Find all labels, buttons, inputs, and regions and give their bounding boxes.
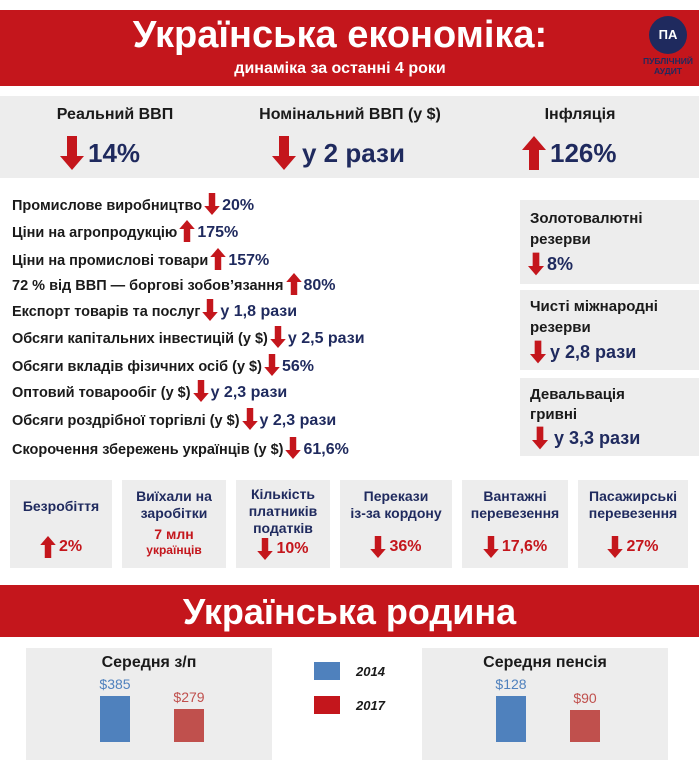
top-indicator-value-3: 126% xyxy=(550,137,617,168)
list-item-label: Промислове виробництво xyxy=(12,198,203,214)
family-title: Українська родина xyxy=(182,591,517,632)
bottom-box-title xyxy=(578,488,688,522)
arrow-up-icon xyxy=(179,220,195,242)
arrow-down-icon xyxy=(607,536,623,558)
bottom-box xyxy=(578,480,688,568)
arrow-up-icon xyxy=(40,536,56,558)
logo-circle xyxy=(649,16,687,54)
list-item xyxy=(12,408,336,434)
legend-swatch-2017 xyxy=(314,696,340,714)
chart-value-label: $90 xyxy=(573,690,597,706)
side-box-1 xyxy=(520,200,699,284)
chart-bar-2017 xyxy=(174,709,204,742)
list-item-label: Ціни на промислові товари xyxy=(12,253,209,269)
arrow-down-icon xyxy=(530,340,546,364)
list-item-label: Скорочення збережень українців (у $) xyxy=(12,442,284,458)
bottom-box-value: 10% xyxy=(276,540,309,557)
bottom-box-title-line: платників xyxy=(248,503,318,519)
list-item xyxy=(12,299,297,325)
bottom-box-title-line: Перекази xyxy=(363,488,429,504)
arrow-down-icon xyxy=(532,426,548,450)
pension-chart xyxy=(422,648,668,760)
arrow-down-icon xyxy=(202,299,218,321)
list-item-label: Обсяги роздрібної торгівлі (у $) xyxy=(12,413,240,429)
bottom-box-title xyxy=(10,498,112,515)
arrow-up-icon xyxy=(210,248,226,270)
list-item-arrow xyxy=(264,354,280,380)
top-indicator-value-1: 14% xyxy=(88,137,141,168)
bottom-box xyxy=(236,480,330,568)
logo-line2: АУДИТ xyxy=(653,66,683,76)
arrow-up-icon xyxy=(522,136,546,170)
list-item-value: 20% xyxy=(222,197,255,214)
bottom-box-title-line: заробітки xyxy=(140,505,208,521)
list-item-value: 56% xyxy=(281,358,314,375)
arrow-down-icon xyxy=(60,136,84,170)
salary-chart-area xyxy=(26,648,272,760)
bottom-box-value-row xyxy=(236,538,330,560)
list-item-label: Обсяги вкладів фізичних осіб (у $) xyxy=(12,359,262,375)
legend-label-2017: 2017 xyxy=(356,698,385,713)
top-indicator-2 xyxy=(272,136,405,170)
list-item-value: у 2,5 рази xyxy=(287,330,365,347)
arrow-down-icon xyxy=(242,408,258,430)
logo-abbr: ПА xyxy=(658,27,678,42)
side-box-title-1b: резерви xyxy=(530,231,591,248)
top-indicator-3 xyxy=(522,136,617,170)
list-item-value: 157% xyxy=(228,252,270,269)
side-box-title-2: Чисті міжнародні xyxy=(530,298,658,315)
bottom-box-value-row xyxy=(462,536,568,558)
side-box-value-row-3 xyxy=(532,426,640,450)
bottom-box-note: українців xyxy=(146,543,202,557)
logo-line1: ПУБЛІЧНИЙ xyxy=(643,56,693,66)
arrow-down-icon xyxy=(285,437,301,459)
arrow-down-icon xyxy=(193,380,209,402)
list-item xyxy=(12,380,287,406)
family-banner xyxy=(0,585,699,637)
list-item xyxy=(12,437,349,463)
side-box-value-3: у 3,3 рази xyxy=(554,427,641,448)
chart-bar-2014 xyxy=(496,696,526,742)
bottom-box-title-line: Кількість xyxy=(250,486,316,502)
list-item-label: Обсяги капітальних інвестицій (у $) xyxy=(12,331,268,347)
bottom-box-value: 7 млн xyxy=(154,526,194,542)
top-indicator-label-2: Номінальний ВВП (у $) xyxy=(259,106,441,123)
pension-chart-title: Середня пенсія xyxy=(483,654,607,671)
bottom-box-title-line: Безробіття xyxy=(22,498,100,514)
arrow-down-icon xyxy=(272,136,296,170)
chart-bar-2017 xyxy=(570,710,600,742)
list-item-arrow xyxy=(285,437,301,463)
top-indicator-1 xyxy=(60,136,140,170)
bottom-box-title xyxy=(236,486,330,537)
list-item-arrow xyxy=(286,273,302,299)
bottom-box-title-line: податків xyxy=(253,520,313,536)
list-item-arrow xyxy=(210,248,226,274)
bottom-box-value-row xyxy=(10,536,112,558)
salary-chart xyxy=(26,648,272,760)
bottom-box-value-row xyxy=(340,536,452,558)
header-banner xyxy=(0,10,699,86)
list-item xyxy=(12,354,314,380)
list-item xyxy=(12,248,269,274)
bottom-box-value: 17,6% xyxy=(501,538,548,555)
arrow-up-icon xyxy=(286,273,302,295)
top-indicator-label-3: Інфляція xyxy=(544,106,616,123)
list-item xyxy=(12,220,238,246)
chart-value-label: $128 xyxy=(495,676,527,692)
list-item xyxy=(12,326,365,352)
bottom-box-value: 27% xyxy=(626,538,659,555)
bottom-box-title-line: Виїхали на xyxy=(136,488,212,504)
bottom-box-title xyxy=(462,488,568,522)
chart-value-label: $279 xyxy=(173,689,205,705)
arrow-down-icon xyxy=(257,538,273,560)
list-item-arrow xyxy=(193,380,209,406)
bottom-box xyxy=(340,480,452,568)
arrow-down-icon xyxy=(270,326,286,348)
bottom-box-title-line: перевезення xyxy=(588,505,678,521)
list-item-arrow xyxy=(242,408,258,434)
legend xyxy=(314,658,404,728)
list-item-arrow xyxy=(179,220,195,246)
list-item-arrow xyxy=(270,326,286,352)
top-indicator-value-2: у 2 рази xyxy=(302,137,405,168)
bottom-box-title xyxy=(340,488,452,522)
bottom-box xyxy=(462,480,568,568)
bottom-box-title-line: Вантажні xyxy=(483,488,547,504)
side-box-3 xyxy=(520,378,699,456)
chart-value-label: $385 xyxy=(99,676,131,692)
side-box-value-row-1 xyxy=(528,252,573,276)
list-item-value: у 2,3 рази xyxy=(210,384,288,401)
arrow-down-icon xyxy=(264,354,280,376)
arrow-down-icon xyxy=(204,193,220,215)
side-box-value-row-2 xyxy=(530,340,636,364)
arrow-down-icon xyxy=(483,536,499,558)
bottom-box-title xyxy=(122,488,226,522)
bottom-box-value-row xyxy=(578,536,688,558)
list-item-label: 72 % від ВВП — боргові зобов’язання xyxy=(12,278,284,294)
chart-bar-2014 xyxy=(100,696,130,742)
side-box-value-2: у 2,8 рази xyxy=(550,341,637,362)
bottom-box-value: 2% xyxy=(58,538,83,555)
arrow-down-icon xyxy=(370,536,386,558)
pension-chart-area xyxy=(422,648,668,760)
list-item xyxy=(12,273,336,299)
bottom-box-title-line: Пасажирські xyxy=(589,488,677,504)
bottom-box-value: 36% xyxy=(389,538,422,555)
side-box-title-3: Девальвація xyxy=(530,386,625,403)
list-item-arrow xyxy=(202,299,218,325)
bottom-box-title-line: перевезення xyxy=(470,505,560,521)
top-indicator-label-1: Реальний ВВП xyxy=(56,106,174,123)
bottom-box xyxy=(122,480,226,568)
list-item xyxy=(12,193,254,219)
side-box-value-1: 8% xyxy=(547,253,574,274)
side-box-title-1: Золотовалютні xyxy=(530,210,643,227)
side-box-title-3b: гривні xyxy=(530,406,578,423)
list-item-label: Оптовий товарообіг (у $) xyxy=(12,385,191,401)
page-subtitle: динаміка за останні 4 роки xyxy=(234,60,446,77)
list-item-value: у 2,3 рази xyxy=(259,412,337,429)
side-box-2 xyxy=(520,290,699,370)
list-item-value: 61,6% xyxy=(303,441,349,458)
salary-chart-title: Середня з/п xyxy=(101,654,197,671)
list-item-value: 175% xyxy=(197,224,239,241)
list-item-value: 80% xyxy=(303,277,336,294)
legend-label-2014: 2014 xyxy=(356,664,385,679)
list-item-value: у 1,8 рази xyxy=(220,303,298,320)
bottom-box xyxy=(10,480,112,568)
logo xyxy=(640,16,696,82)
list-item-arrow xyxy=(204,193,220,219)
list-item-label: Ціни на агропродукцію xyxy=(12,225,178,241)
legend-swatch-2014 xyxy=(314,662,340,680)
arrow-down-icon xyxy=(528,252,544,276)
side-box-title-2b: резерви xyxy=(530,319,591,336)
bottom-box-title-line: із-за кордону xyxy=(350,505,442,521)
page-title: Українська економіка: xyxy=(132,14,548,56)
list-item-label: Експорт товарів та послуг xyxy=(12,304,201,320)
